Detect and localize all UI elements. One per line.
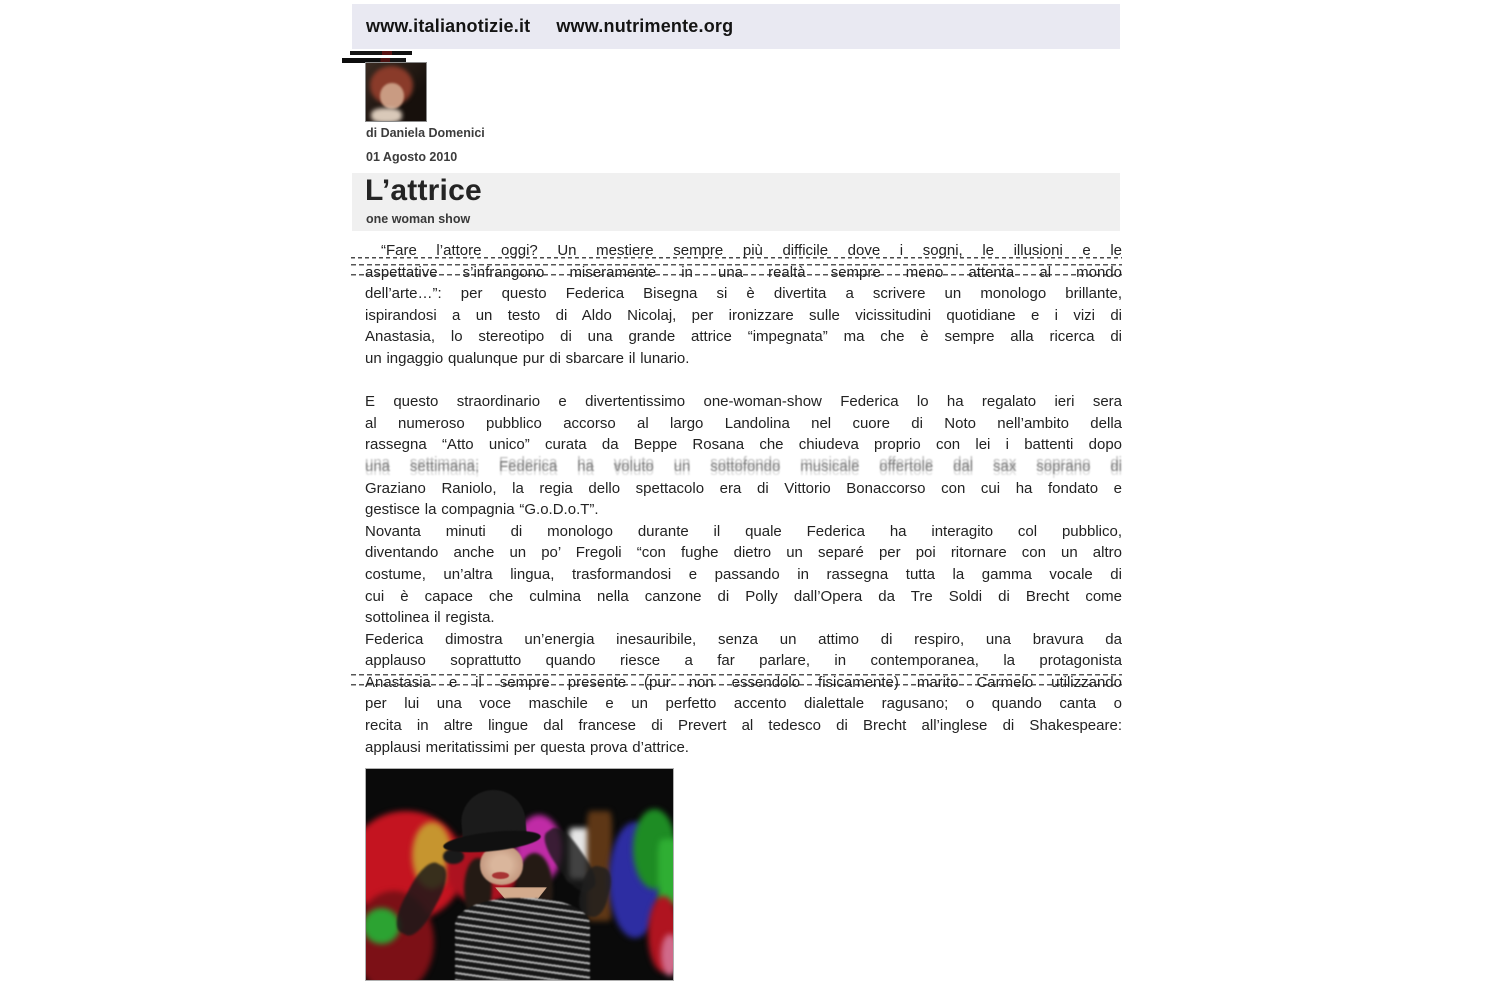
article-line: “Fare l’attore oggi? Un mestiere sempre più difficile dove i sogni, le illusioni e le xyxy=(351,240,1122,262)
article-paragraph xyxy=(365,391,1122,521)
article-line: E questo straordinario e divertentissimo one-woman-show Federica lo ha regalato ieri sera xyxy=(365,393,1122,411)
title-block xyxy=(352,173,1120,231)
article-date: 01 Agosto 2010 xyxy=(366,150,458,164)
portrait-shoulder-shape xyxy=(371,108,402,122)
article-line: Novanta minuti di monologo durante il quale Federica ha interagito col pubblico, xyxy=(365,522,1122,540)
article-line: Graziano Raniolo, la regia dello spettacolo era di Vittorio Bonaccorso con cui ha fondato e xyxy=(365,479,1122,497)
actress-lips xyxy=(492,872,509,879)
page-subtitle: one woman show xyxy=(366,212,471,226)
article-line: per lui una voce maschile e un perfetto accento dialettale ragusano; o quando canta o xyxy=(365,695,1122,713)
article-line: aspettative s’infrangono miseramente in una realtà sempre meno attenta al mondo xyxy=(351,262,1122,284)
article-line: sottolinea il regista. xyxy=(365,609,495,627)
article-line: diventando anche un po’ Fregoli “con fughe dietro un separé per poi ritornare con un altro xyxy=(365,544,1122,562)
article-line: al numeroso pubblico accorso al largo Landolina nel cuore di Noto nell’ambito della xyxy=(365,414,1122,432)
photo-fabric-green-left xyxy=(365,908,400,944)
article-line: cui è capace che culmina nella canzone di Polly dall’Opera da Tre Soldi di Brecht come xyxy=(365,587,1122,605)
portrait-face-shape xyxy=(380,83,404,110)
page-title: L’attrice xyxy=(365,174,482,207)
site-link-nutrimente[interactable]: www.nutrimente.org xyxy=(556,16,734,36)
site-link-italianotizie[interactable]: www.italianotizie.it xyxy=(366,16,531,36)
article-line: dell’arte…”: per questo Federica Bisegna si è divertita a scrivere un monologo brillante, xyxy=(365,285,1122,303)
article-line: un ingaggio qualunque pur di sbarcare il lunario. xyxy=(365,349,690,367)
header-url-bar xyxy=(352,4,1120,49)
article-line: applausi meritatissimi per questa prova d’attrice. xyxy=(365,738,689,756)
article-line: Anastasia e il sempre presente (pur non essendolo fisicamente) marito Carmelo utilizzando xyxy=(351,672,1122,694)
actress-top-hat-photo xyxy=(365,768,674,981)
article-line: costume, un’altra lingua, trasformandosi e passando in rassegna tutta la gamma vocale di xyxy=(365,565,1122,583)
article-paragraph xyxy=(365,521,1122,629)
article-line: recita in altre lingue dal francese di Prevert al tedesco di Brecht all’inglese di Shakespeare: xyxy=(365,717,1122,735)
actress-striped-top xyxy=(455,898,590,981)
article-line: ispirandosi a un testo di Aldo Nicolaj, per ironizzare sulle vicissitudini quotidiane e i vizi di xyxy=(365,306,1122,324)
article-paragraph xyxy=(365,629,1122,759)
scan-artifact-line-1 xyxy=(350,51,412,55)
author-portrait-photo xyxy=(365,62,427,122)
article-body xyxy=(365,240,1122,758)
article-line: Anastasia, lo stereotipo di una grande attrice “impegnata” ma che è sempre alla ricerca di xyxy=(365,328,1122,346)
article-paragraph xyxy=(365,240,1122,370)
article-line: rassegna “Atto unico” curata da Beppe Rosana che chiudeva proprio con lei i battenti dopo xyxy=(365,436,1122,454)
article-line: una settimana; Federica ha voluto un sottofondo musicale offertole dal sax soprano di xyxy=(365,457,1122,475)
article-line: Federica dimostra un’energia inesauribile, senza un attimo di respiro, una bravura da xyxy=(365,630,1122,648)
photo-fabric-pink-corner xyxy=(661,934,674,976)
article-line: applauso soprattutto quando riesce a far parlare, in contemporanea, la protagonista xyxy=(365,652,1122,670)
article-line: gestisce la compagnia “G.o.D.o.T”. xyxy=(365,501,599,519)
author-byline: di Daniela Domenici xyxy=(366,126,485,140)
